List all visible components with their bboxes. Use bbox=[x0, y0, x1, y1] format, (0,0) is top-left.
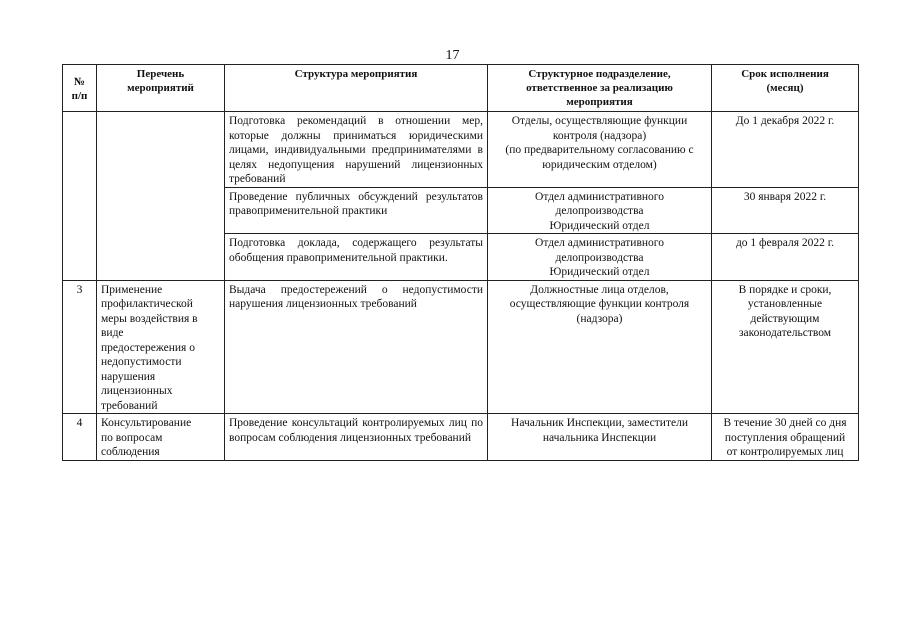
row-deadline: 30 января 2022 г. bbox=[712, 187, 859, 234]
row-department: Начальник Инспекции, заместители начальника Инспекции bbox=[488, 414, 712, 461]
row-deadline: до 1 февраля 2022 г. bbox=[712, 234, 859, 281]
row-deadline: В течение 30 дней со дня поступления обращений от контролируемых лиц bbox=[712, 414, 859, 461]
row-number: 4 bbox=[63, 414, 97, 461]
row-department: Отдел административного делопроизводства Юридический отдел bbox=[488, 234, 712, 281]
row-structure: Проведение публичных обсуждений результатов правоприменительной практики bbox=[225, 187, 488, 234]
page-number: 17 bbox=[445, 48, 460, 63]
row-deadline: В порядке и сроки, установленные действующим законодательством bbox=[712, 280, 859, 414]
header-deadline: Срок исполнения (месяц) bbox=[712, 65, 859, 112]
header-department: Структурное подразделение, ответственное за реализацию мероприятия bbox=[488, 65, 712, 112]
row-deadline: До 1 декабря 2022 г. bbox=[712, 112, 859, 188]
row-department: Отдел административного делопроизводства Юридический отдел bbox=[488, 187, 712, 234]
header-structure: Структура мероприятия bbox=[225, 65, 488, 112]
row-department: Должностные лица отделов, осуществляющие функции контроля (надзора) bbox=[488, 280, 712, 414]
row-structure: Подготовка рекомендаций в отношении мер, которые должны приниматься юридическими лицами, индивидуальными предпринимателями в целях недопущения нарушений лицензионных требований bbox=[225, 112, 488, 188]
row-measure: Консультирование по вопросам соблюдения bbox=[97, 414, 225, 461]
header-measures: Перечень мероприятий bbox=[97, 65, 225, 112]
row-measure bbox=[97, 112, 225, 281]
table-header-row bbox=[63, 65, 859, 112]
row-structure: Выдача предостережений о недопустимости нарушения лицензионных требований bbox=[225, 280, 488, 414]
row-structure: Проведение консультаций контролируемых лиц по вопросам соблюдения лицензионных требований bbox=[225, 414, 488, 461]
table-row bbox=[63, 414, 859, 461]
measures-table bbox=[62, 64, 859, 461]
table-row bbox=[63, 280, 859, 414]
table-row bbox=[63, 112, 859, 188]
row-number: 3 bbox=[63, 280, 97, 414]
header-num: № п/п bbox=[63, 65, 97, 112]
row-measure: Применение профилактической меры воздействия в виде предостережения о недопустимости нарушения лицензионных требований bbox=[97, 280, 225, 414]
row-number bbox=[63, 112, 97, 281]
row-structure: Подготовка доклада, содержащего результаты обобщения правоприменительной практики. bbox=[225, 234, 488, 281]
row-department: Отделы, осуществляющие функции контроля (надзора) (по предварительному согласованию с юридическим отделом) bbox=[488, 112, 712, 188]
